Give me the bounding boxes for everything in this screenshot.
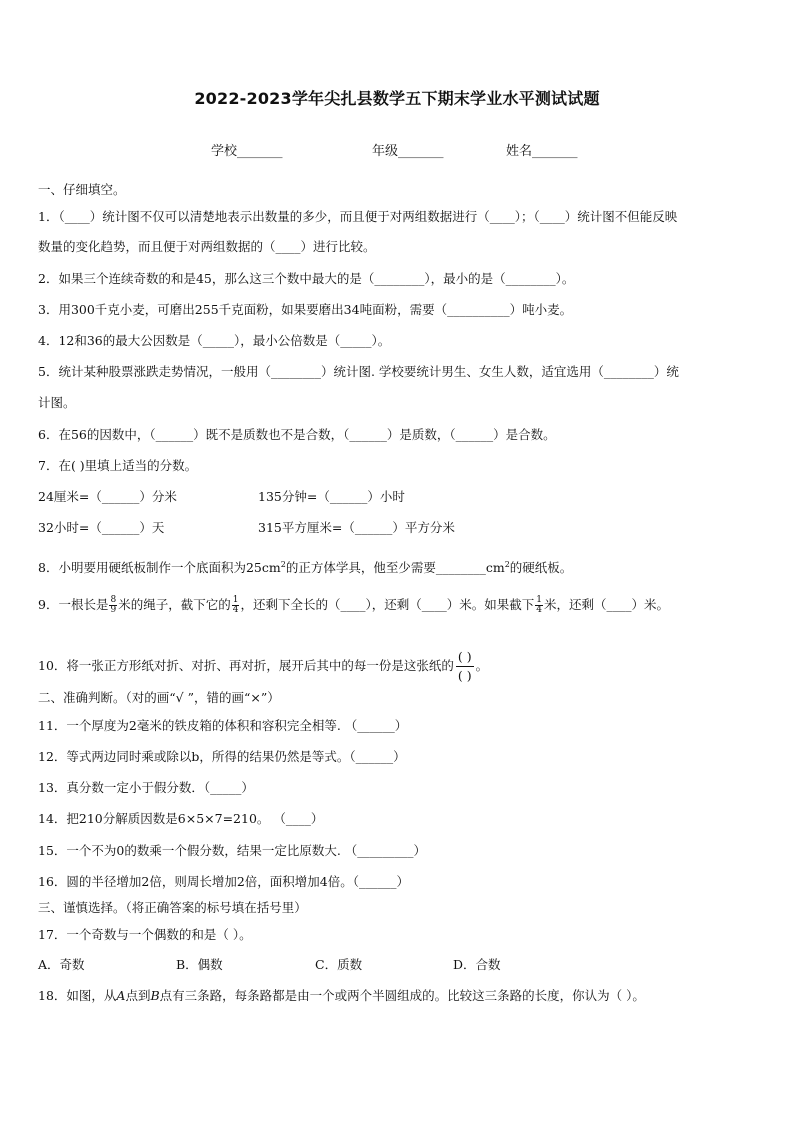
question-1-line-2: 数量的变化趋势，而且便于对两组数据的（____）进行比较。 bbox=[38, 239, 376, 254]
section-2-heading: 二、准确判断。（对的画“√ ”，错的画“×”） bbox=[38, 690, 280, 705]
question-17-option-d: D．合数 bbox=[453, 957, 501, 972]
question-7-item-3: 32小时=（______）天 bbox=[38, 520, 165, 535]
fraction-numerator: 1 bbox=[232, 595, 239, 605]
point-a-label: A bbox=[116, 988, 126, 1003]
question-17-option-a: A．奇数 bbox=[38, 957, 85, 972]
question-8-area: 25cm bbox=[245, 560, 281, 576]
fraction-8-9 bbox=[109, 596, 117, 615]
school-field: 学校_______ bbox=[211, 144, 283, 159]
question-18-text-1: 18．如图，从 bbox=[38, 988, 117, 1003]
question-17: 17．一个奇数与一个偶数的和是（ ）。 bbox=[38, 927, 252, 942]
question-8-text-1: 8．小明要用硬纸板制作一个底面积为 bbox=[38, 560, 246, 576]
question-8-exponent: 2 bbox=[280, 560, 286, 569]
section-3-heading: 三、谨慎选择。（将正确答案的标号填在括号里） bbox=[38, 900, 307, 915]
question-10-text: 10．将一张正方形纸对折、对折、再对折，展开后其中的每一份是这张纸的 bbox=[38, 658, 454, 673]
question-8-unit-exponent: 2 bbox=[504, 560, 510, 569]
question-18 bbox=[38, 988, 645, 1004]
question-9-text-4: 米，还剩（____）米。 bbox=[543, 597, 669, 612]
question-8 bbox=[38, 557, 572, 576]
fraction-numerator-blank: ( ) bbox=[456, 648, 474, 667]
question-3: 3．用300千克小麦，可磨出255千克面粉，如果要磨出34吨面粉，需要（__________）吨小麦。 bbox=[38, 302, 573, 317]
question-7-item-1: 24厘米=（______）分米 bbox=[38, 489, 177, 504]
fraction-denominator: 4 bbox=[232, 605, 239, 615]
question-8-text-2: 的正方体学具，他至少需要________ bbox=[285, 560, 486, 576]
question-18-text-3: 点有三条路，每条路都是由一个或两个半圆组成的。比较这三条路的长度，你认为（ ）。 bbox=[159, 988, 645, 1003]
question-17-option-b: B．偶数 bbox=[176, 957, 223, 972]
section-1-heading: 一、仔细填空。 bbox=[38, 182, 126, 197]
question-8-unit: cm bbox=[485, 560, 505, 576]
question-2: 2．如果三个连续奇数的和是45，那么这三个数中最大的是（________），最小的是（________）。 bbox=[38, 271, 575, 286]
question-17-option-c: C．质数 bbox=[315, 957, 363, 972]
question-5-line-1: 5．统计某种股票涨跌走势情况，一般用（________）统计图. 学校要统计男生、女生人数，适宜选用（________）统 bbox=[38, 364, 679, 379]
question-10 bbox=[38, 648, 488, 685]
question-10-blank-fraction bbox=[456, 648, 474, 685]
point-b-label: B bbox=[150, 988, 160, 1003]
question-7: 7．在( )里填上适当的分数。 bbox=[38, 458, 198, 473]
question-16: 16．圆的半径增加2倍，则周长增加2倍，面积增加4倍。（______） bbox=[38, 874, 410, 889]
question-9 bbox=[38, 596, 669, 615]
question-7-item-4: 315平方厘米=（______）平方分米 bbox=[258, 520, 455, 535]
question-8-text-3: 的硬纸板。 bbox=[509, 560, 573, 576]
question-18-text-2: 点到 bbox=[125, 988, 151, 1003]
question-4: 4．12和36的最大公因数是（_____），最小公倍数是（_____）。 bbox=[38, 333, 391, 348]
question-10-end: 。 bbox=[475, 658, 489, 673]
fraction-1-4 bbox=[232, 596, 240, 615]
question-1-line-1: 1．（____）统计图不仅可以清楚地表示出数量的多少，而且便于对两组数据进行（____）；（____）统计图不但能反映 bbox=[38, 209, 678, 224]
question-5-line-2: 计图。 bbox=[38, 395, 76, 410]
question-12: 12．等式两边同时乘或除以b，所得的结果仍然是等式。（______） bbox=[38, 749, 406, 764]
question-7-item-2: 135分钟=（______）小时 bbox=[258, 489, 405, 504]
grade-field: 年级_______ bbox=[372, 144, 444, 159]
question-9-text-2: 米的绳子，截下它的 bbox=[118, 597, 231, 612]
question-13: 13．真分数一定小于假分数．（_____） bbox=[38, 780, 254, 795]
question-11: 11．一个厚度为2毫米的铁皮箱的体积和容积完全相等. （______） bbox=[38, 718, 408, 733]
fraction-numerator: 1 bbox=[536, 595, 542, 605]
fraction-numerator: 8 bbox=[110, 595, 117, 605]
question-15: 15．一个不为0的数乘一个假分数，结果一定比原数大. （_________） bbox=[38, 843, 427, 858]
name-field: 姓名_______ bbox=[506, 144, 578, 159]
fraction-denominator: 9 bbox=[110, 605, 117, 615]
fraction-1-4-meter bbox=[535, 596, 543, 615]
page-title: 2022-2023学年尖扎县数学五下期末学业水平测试试题 bbox=[194, 89, 600, 108]
fraction-denominator-blank: ( ) bbox=[457, 668, 472, 683]
question-14: 14．把210分解质因数是6×5×7=210。 （____） bbox=[38, 811, 324, 826]
fraction-denominator: 4 bbox=[536, 605, 542, 615]
question-6: 6．在56的因数中，（______）既不是质数也不是合数，（______）是质数，（______）是合数。 bbox=[38, 427, 556, 442]
question-9-text-1: 9．一根长是 bbox=[38, 597, 109, 612]
question-9-text-3: ，还剩下全长的（____），还剩（____）米。如果截下 bbox=[240, 597, 535, 612]
